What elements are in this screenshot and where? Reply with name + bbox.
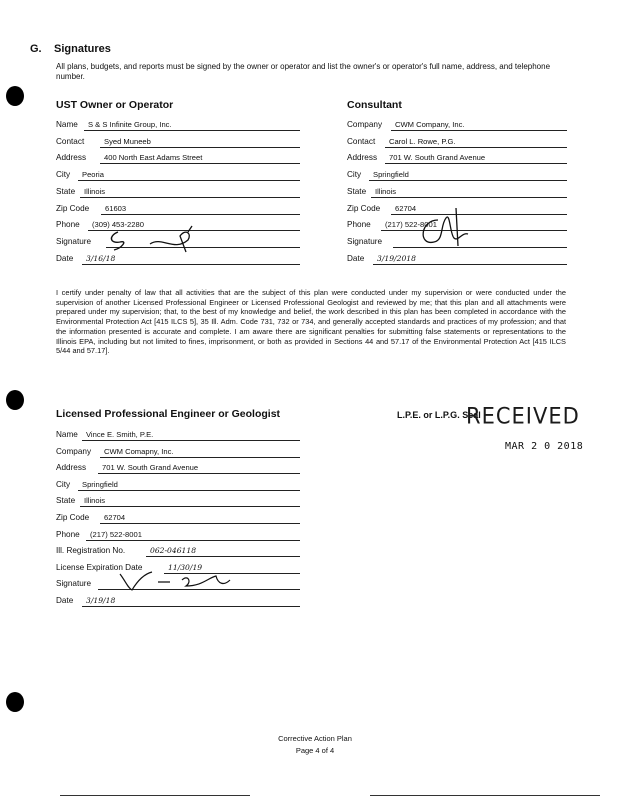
- owner-field-label: Contact: [56, 136, 85, 146]
- owner-field-value: 3/16/18: [86, 253, 116, 263]
- section-title: Signatures: [54, 43, 111, 55]
- consultant-field-line: [391, 130, 567, 131]
- engineer-field-line: [80, 506, 300, 507]
- consultant-field-value: Illinois: [375, 186, 397, 196]
- owner-field-value: 61603: [105, 203, 127, 213]
- received-stamp: RECEIVED: [466, 403, 580, 429]
- consultant-field-value: 62704: [395, 203, 417, 213]
- engineer-field-label: Date: [56, 596, 74, 605]
- owner-field-label: Signature: [56, 236, 92, 246]
- consultant-field-line: [373, 264, 567, 265]
- consultant-field-label: Date: [347, 253, 365, 263]
- consultant-field-line: [371, 197, 567, 198]
- engineer-signature-scribble: [112, 568, 242, 594]
- engineer-field-label: Ill. Registration No.: [56, 546, 126, 556]
- engineer-field-row: [56, 512, 300, 524]
- consultant-field-line: [369, 180, 567, 181]
- consultant-field-label: Company: [347, 120, 383, 129]
- consultant-field-label: State: [347, 186, 367, 196]
- owner-field-value: Illinois: [84, 186, 106, 196]
- footer-page-number: Page 4 of 4: [295, 746, 335, 755]
- engineer-field-value: (217) 522-8001: [90, 529, 142, 539]
- engineer-field-value: 062-046118: [150, 546, 197, 556]
- consultant-field-line: [385, 163, 567, 164]
- seal-label: L.P.E. or L.P.G. Seal: [397, 410, 481, 420]
- consultant-field-row: [347, 253, 567, 265]
- owner-signature-scribble: [100, 222, 210, 258]
- owner-field-value: 400 North East Adams Street: [104, 153, 203, 163]
- consultant-field-value: (217) 522-8001: [385, 220, 437, 230]
- section-intro: All plans, budgets, and reports must be signed by the owner or operator and list the owner's or operator's full name, address, and telephone number.: [56, 62, 551, 81]
- engineer-field-label: State: [56, 496, 76, 506]
- engineer-field-line: [100, 457, 300, 458]
- consultant-field-value: Carol L. Rowe, P.G.: [389, 136, 456, 146]
- owner-field-line: [78, 180, 300, 181]
- consultant-field-value: 3/19/2018: [377, 253, 416, 263]
- consultant-field-label: Address: [347, 153, 378, 163]
- consultant-field-label: City: [347, 170, 362, 180]
- engineer-field-value: 11/30/19: [168, 562, 203, 572]
- engineer-field-line: [82, 606, 300, 607]
- engineer-field-value: Vince E. Smith, P.E.: [86, 430, 154, 439]
- engineer-field-row: [56, 446, 300, 458]
- engineer-field-value: Springfield: [82, 479, 118, 489]
- binder-hole-3: [6, 692, 24, 712]
- consultant-field-row: [347, 136, 567, 148]
- owner-field-line: [80, 197, 300, 198]
- engineer-field-row: [56, 595, 300, 607]
- owner-field-value: Peoria: [82, 170, 104, 180]
- certification-statement: I certify under penalty of law that all activities that are the subject of this plan were conducted under my supervision or were conducted under the supervision of another Licensed Professional Engineer or Licensed Professional Geologist and reviewed by me; that this plan and all attachments were prepared under my supervision; that, to the best of my knowledge and belief, the work described in this plan has been completed in accordance with the Environmental Protection Act [415 ILCS 5], 35 Ill. Adm. Code 731, 732 or 734, and generally accepted standards and practices of my profession; and that the information presented is accurate and complete. I am aware there are significant penalties for submitting false statements or representations to the Illinois EPA, including but not limited to fines, imprisonment, or both as provided in Sections 44 and 57.17 of the Environmental Protection Act [415 ILCS 5/44 and 57.17].: [56, 288, 566, 356]
- consultant-field-label: Signature: [347, 236, 383, 246]
- consultant-field-row: [347, 169, 567, 181]
- consultant-field-row: [347, 119, 567, 131]
- consultant-field-line: [385, 147, 567, 148]
- received-stamp-date: MAR 2 0 2018: [505, 441, 584, 452]
- owner-field-line: [84, 130, 300, 131]
- owner-field-label: Phone: [56, 220, 80, 230]
- engineer-field-line: [86, 540, 300, 541]
- engineer-field-label: City: [56, 479, 71, 489]
- owner-field-line: [82, 264, 300, 265]
- owner-field-label: City: [56, 170, 71, 180]
- consultant-field-row: [347, 186, 567, 198]
- owner-field-row: [56, 186, 300, 198]
- binder-hole-2: [6, 390, 24, 410]
- engineer-field-label: Signature: [56, 579, 92, 589]
- engineer-field-row: [56, 545, 300, 557]
- owner-field-line: [101, 214, 300, 215]
- consultant-field-value: Springfield: [373, 170, 409, 180]
- owner-field-line: [100, 147, 300, 148]
- engineer-field-label: Phone: [56, 529, 80, 539]
- consultant-heading: Consultant: [347, 99, 402, 111]
- engineer-field-line: [98, 473, 300, 474]
- engineer-field-label: Address: [56, 463, 87, 473]
- owner-field-value: Syed Muneeb: [104, 136, 151, 146]
- consultant-field-value: CWM Company, Inc.: [395, 120, 465, 129]
- owner-field-row: [56, 152, 300, 164]
- owner-field-row: [56, 136, 300, 148]
- engineer-field-row: [56, 529, 300, 541]
- engineer-field-line: [82, 440, 300, 441]
- owner-field-value: (309) 453-2280: [92, 220, 144, 230]
- owner-heading: UST Owner or Operator: [56, 99, 174, 111]
- engineer-field-line: [146, 556, 300, 557]
- footer-rule-left: [60, 795, 250, 796]
- engineer-field-row: [56, 495, 300, 507]
- engineer-field-row: [56, 479, 300, 491]
- owner-field-line: [100, 163, 300, 164]
- owner-field-label: Zip Code: [56, 203, 90, 213]
- consultant-field-label: Phone: [347, 220, 371, 230]
- footer-doc-title: Corrective Action Plan: [278, 734, 352, 743]
- engineer-field-line: [100, 523, 300, 524]
- consultant-field-value: 701 W. South Grand Avenue: [389, 153, 486, 163]
- owner-field-label: Address: [56, 153, 87, 163]
- engineer-field-label: Name: [56, 430, 78, 439]
- section-letter: G.: [30, 43, 42, 55]
- engineer-heading: Licensed Professional Engineer or Geologist: [56, 408, 281, 420]
- owner-field-row: [56, 203, 300, 215]
- owner-field-label: Date: [56, 253, 74, 263]
- engineer-field-value: 701 W. South Grand Avenue: [102, 463, 199, 473]
- consultant-signature-scribble: [410, 206, 480, 250]
- owner-field-value: S & S Infinite Group, Inc.: [88, 120, 172, 129]
- engineer-field-value: 3/19/18: [86, 596, 116, 605]
- engineer-field-label: Zip Code: [56, 513, 90, 522]
- engineer-field-label: License Expiration Date: [56, 562, 143, 572]
- engineer-field-label: Company: [56, 446, 92, 456]
- consultant-field-label: Contact: [347, 136, 376, 146]
- engineer-field-value: Illinois: [84, 496, 106, 506]
- owner-field-label: Name: [56, 120, 78, 129]
- engineer-field-line: [78, 490, 300, 491]
- engineer-field-row: [56, 429, 300, 441]
- engineer-field-value: CWM Comapny, Inc.: [104, 446, 174, 456]
- binder-hole-1: [6, 86, 24, 106]
- engineer-field-value: 62704: [104, 513, 126, 522]
- owner-field-row: [56, 119, 300, 131]
- engineer-field-row: [56, 462, 300, 474]
- consultant-field-label: Zip Code: [347, 203, 381, 213]
- footer-rule-right: [370, 795, 600, 796]
- owner-field-label: State: [56, 186, 76, 196]
- consultant-field-row: [347, 152, 567, 164]
- owner-field-row: [56, 169, 300, 181]
